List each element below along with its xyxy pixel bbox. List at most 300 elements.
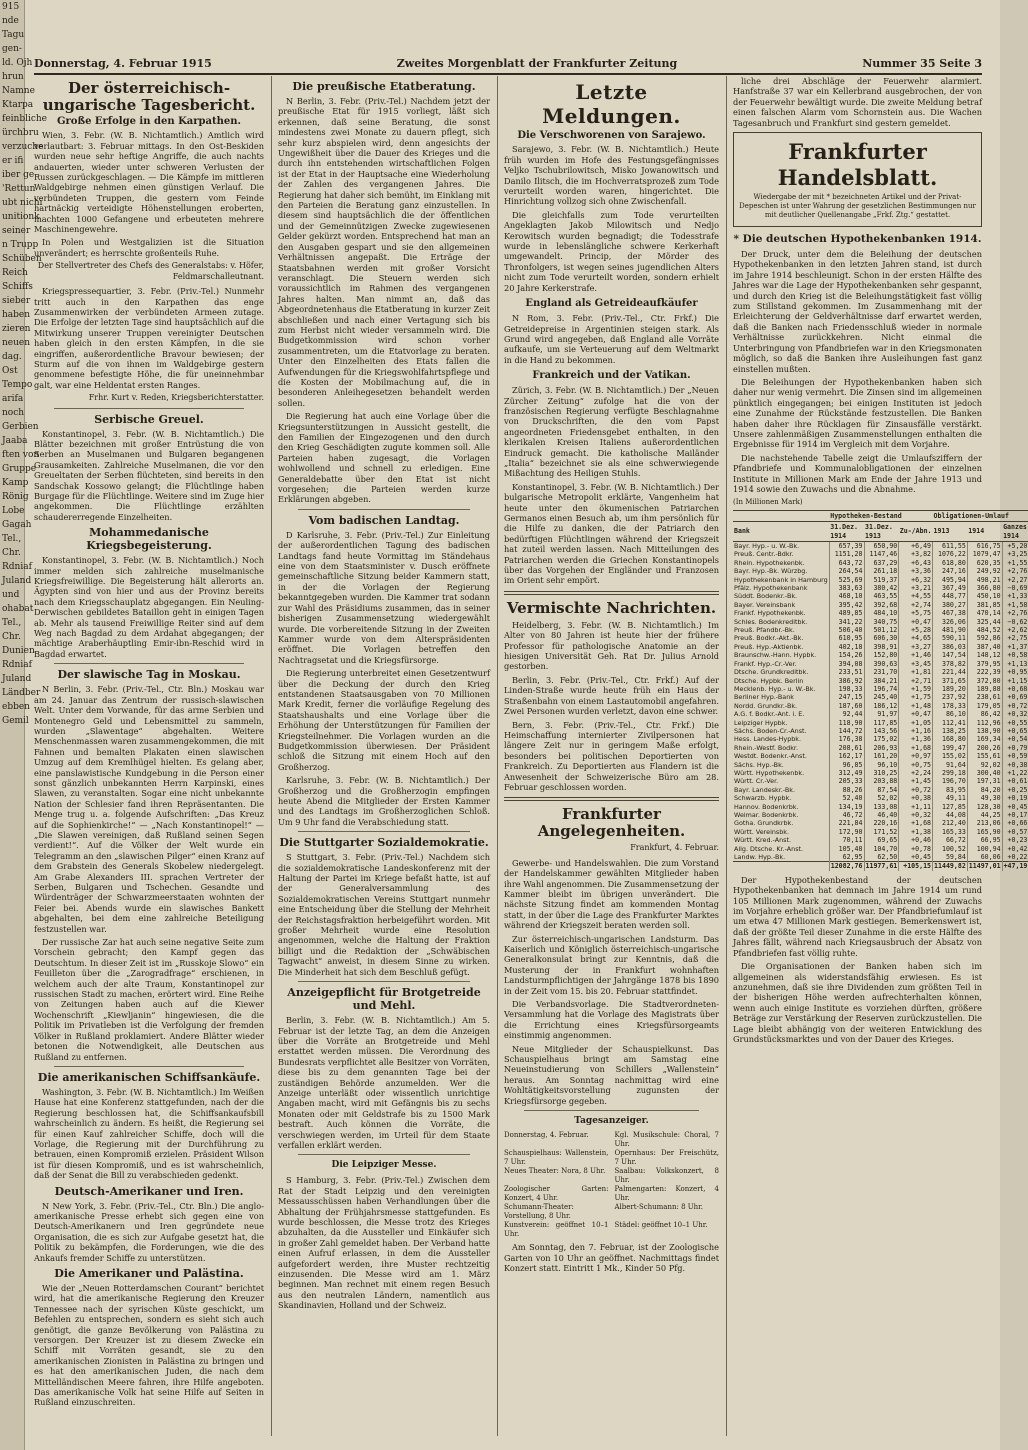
table-cell: +2,71 [899,677,933,685]
article-paragraph: D Karlsruhe, 3. Febr. (Priv.-Tel.) Zur Einleitung der außerordentlichen Tagung des badischen Landtags fand heute Vormittag im Ständehaus eine von dem Staatsminister v. Dusch eröffnete gemeinschaftliche Sitzung beider Kammern statt, in der die Vorlagen der Regierung bekanntgegeben wurden. Die Kammer trat sodann zur Wahl des Präsidiums zusammen, das in seiner bisherigen Zusammensetzung wiedergewählt wurde. Die vorbereitende Sitzung in der Zweiten Kammer wurde von dem Alterspräsidenten eröffnet. Die Vorlagen betreffen den Nachtragsetat und die Kriegsfürsorge. [278,529,490,665]
dateline: Frankfurt, 4. Februar. [630,843,719,853]
table-cell: Süddt. Bodenkr.-Bk. [734,592,798,601]
table-cell: 112,96 [967,719,1002,727]
table-cell: 49,11 [933,794,968,802]
table-cell: 117,85 [864,719,899,727]
table-cell: 165,33 [933,828,968,836]
table-cell: 134,19 [829,803,864,811]
table-column-header: 1913 [933,522,968,542]
table-cell: Dtsche. Hypbk. Berlin [734,676,804,685]
table-cell: 62,95 [829,853,864,862]
column-2 [278,76,490,1436]
margin-fragment: arifa [2,394,24,404]
margin-fragment: ld. Ojh [2,58,33,68]
table-caption: (In Millionen Mark) [733,498,803,507]
masthead-date: Donnerstag, 4. Februar 1915 [34,56,212,70]
article-paragraph: Karlsruhe, 3. Febr. (W. B. Nichtamtlich.) Der Großherzog und die Großherzogin empfingen heute Abend die Mitglieder der Ersten Kammer und des Landtags im Großherzoglichen Schloß. Um 9 Uhr fand die Verabschiedung statt. [278,775,490,827]
subheadline-sarajewo: Die Verschworenen von Sarajewo. [517,130,706,141]
margin-fragment: Chr. [2,632,21,642]
table-cell: Sächs. Hyp.-Bk. [734,760,784,769]
table-cell: 155,61 [967,752,1002,760]
table-row [733,651,1028,659]
table-cell: +5,28 [899,626,933,634]
article-paragraph: Kriegspressequartier, 3. Febr. (Priv.-Tel.) Nunmehr tritt auch in den Karpathen das enge Zusammenwirken der verbündeten Armeen zutage. Die Erfolge der letzten Tage sind hauptsächlich auf die Mitwirkung unserer Truppen vereinigter Deutschen haben gleich in den ersten Kämpfen, in die sie eingriffen, außerordentliche Bravour bewiesen; der Sturm auf die von ihnen im Waldgebirge gestern genommene befestigte Höhe, die für uneinnehmbar galt, war eine Heldentat ersten Ranges. [34,286,264,390]
table-cell: 326,06 [933,618,968,626]
table-row [733,803,1028,811]
table-cell: 213,06 [967,819,1002,827]
article-signature: Der Stellvertreter des Chefs des Generalstabs: v. Höfer, Feldmarschalleutnant. [37,261,264,281]
table-column-header: Bank [733,522,829,542]
tagesanzeiger-entry: Donnerstag, 4. Februar. [504,1131,589,1140]
table-row [733,685,1028,693]
section-rule [54,408,244,409]
table-cell: 59,84 [933,853,968,862]
table-cell: +1,48 [899,702,933,710]
table-total-cell: +105,15 [899,862,933,871]
table-cell: 372,80 [967,677,1002,685]
table-cell: 245,40 [864,693,899,701]
table-cell: 379,95 [967,660,1002,668]
table-total-row [733,862,1028,871]
table-cell: 1076,22 [933,550,968,558]
table-cell: 238,61 [967,693,1002,701]
table-cell: +3,45 [899,660,933,668]
article-paragraph: Die Regierung unterbreitet einen Gesetzentwurf über die Deckung der durch den Krieg entstandenen Staatsausgaben von 70 Millionen Mark Kredit, ferner die vorläufige Regelung des Staatshaushalts und eine Vorlage über die Erhöhung der Unterstützungen für Familien der Kriegsteilnehmer. Die Vorlagen wurden an die Budgetkommission überwiesen. Der Präsident schloß die Sitzung mit einem Hoch auf den Großherzog. [278,668,490,772]
headline-slawische-tag: Der slawische Tag in Moskau. [57,668,241,682]
table-cell: +1,16 [899,727,933,735]
section-rule [298,509,470,510]
table-cell: 657,39 [829,542,864,551]
table-cell: +1,33 [1002,592,1028,600]
table-cell: 398,91 [864,643,899,651]
table-cell: 100,94 [967,845,1002,853]
margin-fragment: Ktarpa [2,100,34,110]
column-divider [271,76,272,1436]
table-row [733,719,1028,727]
article-paragraph: Wien, 3. Febr. (W. B. Nichtamtlich.) Amtlich wird verlautbart: 3. Februar mittags. In den Ost-Beskiden wurden neue sehr heftige Angriffe, die auch nachts andauerten, wieder unter schweren Verlusten der Russen zurückgeschlagen. — Die Kämpfe im mittleren Waldgebirge nehmen einen günstigen Verlauf. Die verbündeten Truppen, die gestern vom Feinde hartnäckig verteidigte Höhenstellungen eroberten, machten 1000 Gefangene und erbeuteten mehrere Maschinengewehre. [34,130,264,235]
article-paragraph: liche drei Abschläge der Feuerwehr alarmiert. Hanfstraße 37 war ein Kellerbrand ausgebrochen, der von der Feuerwehr bewältigt wurde. Die zweite Meldung betraf einen falschen Alarm vom Schornstein aus. Die Wachen Tagesanbruch und Frankfurt sind gestern gemeldet. [733,76,982,128]
table-cell: Frankf. Hyp.-Cr.-Ver. [734,659,797,668]
article-paragraph: Neue Mitglieder der Schauspielkunst. Das Schauspielhaus bringt am Samstag eine Neueinstudierung von Schillers „Wallenstein“ heraus. Am Sonntag nachmittag wird eine Wohltätigkeitsvorstellung zugunsten der Kriegsfürsorge gegeben. [504,1043,719,1106]
table-cell: 189,20 [933,685,968,693]
table-cell: 392,68 [864,601,899,609]
section-rule [298,1154,470,1155]
table-cell: 222,39 [967,668,1002,676]
article-paragraph: Bern, 3. Febr. (Priv.-Tel., Ctr. Frkf.) Die Heimschaffung internierter Zivilpersonen hat längere Zeit nur in geringem Maße erfolgt, besonders bei politischen Deportierten von Frankreich. Zu Deportierten aus Flandern ist die Anwesenheit der Schweizerische Büro am 28. Februar geschlossen worden. [504,719,719,792]
margin-fragment: Ländber [2,688,41,698]
table-cell: 169,34 [967,735,1002,743]
table-cell: 168,80 [933,735,968,743]
margin-fragment: Gruppe [2,464,37,474]
margin-fragment: Rönig [2,492,29,502]
table-cell: 383,63 [829,584,864,592]
table-cell: 395,42 [829,601,864,609]
margin-fragment: zieren [2,324,31,334]
table-cell: 138,90 [967,727,1002,735]
table-cell: 62,50 [864,853,899,862]
table-cell: 468,10 [829,592,864,600]
table-cell: Rhein. Hypothekenbk. [734,558,805,567]
margin-fragment: haben [2,310,31,320]
tagesanzeiger-entry: Schauspielhaus: Wallenstein, 7 Uhr. [504,1149,609,1167]
table-cell: +1,75 [899,693,933,701]
margin-fragment: Juland [2,576,32,586]
margin-fragment: ebben [2,702,30,712]
table-cell: 138,25 [933,727,968,735]
table-cell: +1,05 [899,719,933,727]
table-cell: Frankf. Hypothekenbk. [734,609,806,618]
article-paragraph: Die Organisationen der Banken haben sich im allgemeinen als widerstandsfähig erwiesen. Es ist anzunehmen, daß sie ihre Dividenden zum größten Teil in der bisherigen Höhe werden aufrechterhalten können, wenn auch einige Institute es vorziehen dürften, größere Beträge zur Verstärkung der Reserven zurückzustellen. Die Lage bleibt abhängig von der weiteren Entwicklung des Grundstücksmarktes und von der Dauer des Krieges. [733,961,982,1044]
table-cell: 380,27 [933,601,968,609]
table-cell: 394,08 [829,660,864,668]
handelsblatt-notice: Wiedergabe der mit * bezeichneten Artikel und der Privat-Depeschen ist unter Wahrung der gesetzlichen Bestimmungen nur mit deutlicher Quellenangabe „Frkf. Ztg.“ gestattet. [739,193,976,220]
table-cell: 49,30 [967,794,1002,802]
margin-fragment: Tel., [2,534,22,544]
table-cell: 92,02 [967,761,1002,769]
tagesanzeiger-entry: Kgl. Musikschule: Choral, 7 Uhr. [614,1131,719,1149]
table-row [733,660,1028,668]
table-cell: 196,70 [933,777,968,785]
table-cell: 83,95 [933,786,968,794]
table-cell: 86,42 [967,710,1002,718]
table-header-row [733,522,1028,542]
adjacent-page-margin [0,0,48,1450]
headline-badischer-landtag: Vom badischen Landtag. [308,513,460,527]
table-cell: 481,90 [933,626,968,634]
table-cell: 46,72 [829,811,864,819]
article-paragraph: N Berlin, 3. Febr. (Priv.-Tel.) Nachdem jetzt der preußische Etat für 1915 vorliegt, läßt sich erkennen, daß seine Beratung, die sonst mindestens zwei Monate zu dauern pflegt, sich sehr kurz abspielen wird, denn angesichts der Ungewißheit über die Dauer des Krieges und die durch ihn entstehenden wirtschaftlichen Folgen ist der Etat in der Hauptsache eine Wiederholung der Zahlen des vergangenen Jahres. Die Regierung hat daher sich bemüht, im Einklang mit den Parteien die Beratung ganz einzustellen. In diesem sind hauptsächlich die der öffentlichen und der Gemeinnützigen Zwecke zugewiesenen Gelder gekürzt worden. Entsprechend hat man an den Ausgaben gespart und sie den allgemeinen Verhältnissen angepaßt. Die Erträge der Staatsbahnen werden mit großer Vorsicht veranschlagt. Die Steuern werden sich voraussichtlich im Rahmen des vergangenen Jahres halten. Man nimmt an, daß das Abgeordnetenhaus die Etatberatung in kurzer Zeit abschließen und nach einer Vertagung sich bis zum Herbst nicht wieder versammeln wird. Die Budgetkommission wird schon vorher zusammentreten, um die Etatvorlage zu beraten. Unter den Einzelheiten des Etats fallen die Aufwendungen für die Kriegswohlfahrtspflege und die Kosten der Mobilmachung auf, die in besonderen Anleihegesetzen behandelt werden sollen. [278,96,490,408]
table-cell: +0,47 [899,710,933,718]
table-cell: 200,26 [967,744,1002,752]
table-row [733,811,1028,819]
table-cell: +1,22 [1002,769,1028,777]
table-cell: +0,38 [1002,761,1028,769]
table-cell: +0,95 [1002,668,1028,676]
article-paragraph: S Hamburg, 3. Febr. (Priv.-Tel.) Zwischen dem Rat der Stadt Leipzig und den vereinigten Messausschüssen haben Verhandlungen über die Abhaltung der Frühjahrsmesse stattgefunden. Es wurde beschlossen, die Messe trotz des Krieges abzuhalten, da die Aussteller und Einkäufer sich in großer Zahl gemeldet haben. Der Verband hatte einen Aufruf erlassen, in dem die Aussteller aufgefordert werden, ihre Muster rechtzeitig einzusenden. Die Messe wird am 1. März beginnen. Man rechnet mit einem regen Besuch aus den neutralen Ländern, namentlich aus Skandinavien, Holland und der Schweiz. [278,1175,490,1311]
table-total-cell: 11977,61 [865,862,898,871]
table-cell: 618,80 [933,559,968,567]
table-cell: 590,11 [933,634,968,642]
table-cell: 384,21 [864,677,899,685]
margin-fragment: Reich [2,268,28,278]
table-cell: 448,77 [933,592,968,600]
table-row [733,668,1028,676]
table-cell: +5,75 [899,609,933,617]
table-row [733,710,1028,718]
table-cell: 133,08 [864,803,899,811]
section-double-rule [504,591,719,595]
table-cell: 264,54 [829,567,864,575]
article-paragraph: Berlin, 3. Febr. (Priv.-Tel., Ctr. Frkf.) Auf der Linden-Straße wurde heute früh ein Haus der Straßenbahn von einem Lastautomobil angefahren. Zwei Personen wurden verletzt, davon eine schwer. [504,674,719,717]
table-cell: 198,33 [829,685,864,693]
table-row [733,550,1028,558]
table-cell: +4,55 [899,592,933,600]
margin-fragment: Gemil [2,716,29,726]
article-paragraph: Zur österreichisch-ungarischen Landsturm. Das Kaiserlich und Königlich österreichisch-ungarische Generalkonsulat bringt zur Kenntnis, daß die Musterung der in Frankfurt wohnhaften Landsturmpflichtigen der Jahrgänge 1878 bis 1890 in der Zeit vom 15. bis 20. Februar stattfindet. [504,933,719,996]
margin-fragment: 'Rettun [2,184,36,194]
table-cell: 212,40 [933,819,968,827]
table-cell: 179,05 [967,702,1002,710]
table-row [733,559,1028,567]
table-cell: 189,88 [967,685,1002,693]
table-cell: 92,44 [829,710,864,718]
table-row [733,702,1028,710]
table-cell: 1079,47 [967,550,1002,558]
table-cell: 44,25 [967,811,1002,819]
table-cell: +5,20 [1002,542,1028,551]
table-column-header: 31.Dez. 1914 [829,522,864,542]
margin-fragment: Kamp [2,478,29,488]
table-cell: −0,69 [1002,584,1028,592]
margin-fragment: n Trupp [2,240,39,250]
table-row [733,643,1028,651]
table-cell: +6,32 [899,576,933,584]
margin-fragment: hrun [2,72,24,82]
margin-fragment: unitionk [2,212,40,222]
table-cell: Mecklenb. Hyp.- u. W.-Bk. [734,684,816,693]
tagesanzeiger-entry: Städel: geöffnet 10–1 Uhr. [614,1221,708,1230]
table-cell: +0,79 [1002,744,1028,752]
table-cell: +3,25 [1002,550,1028,558]
table-cell: Hypothekenbank in Hamburg [734,575,828,584]
table-cell: 498,21 [967,576,1002,584]
article-signature: Frhr. Kurt v. Reden, Kriegsberichterstatter. [88,393,264,403]
table-cell: +1,45 [899,777,933,785]
headline-etatberatung: Die preußische Etatberatung. [292,80,476,93]
table-cell: 467,38 [933,609,968,617]
table-cell: 386,03 [933,643,968,651]
table-cell: +6,43 [899,559,933,567]
table-cell: 144,72 [829,727,864,735]
margin-fragment: Namne [2,86,35,96]
column-divider [497,76,498,1436]
table-row [733,786,1028,794]
article-paragraph: Washington, 3. Febr. (W. B. Nichtamtlich.) Im Weißen Hause hat eine Konferenz stattgefunden, nach der die Regierung beschlossen hat, die Schiffsankaufsbill wahrscheinlich zu ändern. Es heißt, die Regierung sei für einen Kauf zahlreicher Schiffe, doch will die Vorlage, die Regierung mit der Durchführung zu betrauen, einen Kompromiß erzielen. Präsident Wilson ist für diesen Kompromiß, und es ist wahrscheinlich, daß der Senat die Bill zu verabschieden gedenkt. [34,1086,264,1181]
article-paragraph: Konstantinopel, 3. Febr. (W. B. Nichtamtlich.) Noch immer melden sich zahlreiche muselmanische Kriegsfreiwillige. Die Begeisterung hält allerorts an. Ägypten sind von hier und aus der Provinz bereits nach dem Kriegsschauplatz abgegangen. Ein Neuling-Derwischen gebildetes Bataillon geht in einigen Tagen ab. Mehr als tausend Freiwillige Reiter sind auf dem Weg nach Bagdad zu dem Ardahat abgegangen; der mächtige Araberhäuptling Emir-ibn-Reschid wird in Bagdad erwartet. [34,555,264,659]
table-row [733,819,1028,827]
tagesanzeiger-entry: Opernhaus: Der Freischütz, 7 Uhr. [614,1149,719,1167]
table-cell: +0,32 [899,811,933,819]
table-cell: +2,75 [1002,634,1028,642]
margin-fragment: ürchbru [2,128,39,138]
handelsblatt-title: Frankfurter Handelsblatt. [777,139,938,191]
table-cell: 371,65 [933,677,968,685]
column-divider [726,76,727,1436]
table-cell: 118,90 [829,719,864,727]
table-row [733,752,1028,760]
margin-fragment: Rdniaf [2,562,32,572]
masthead [34,55,982,71]
table-cell: 611,55 [933,542,968,551]
table-cell: Bayer. Vereinsbank [734,600,796,609]
article-paragraph: Die Beleihungen der Hypothekenbanken haben sich daher nur wenig vermehrt. Die Zinsen sind im allgemeinen pünktlich eingegangen; bei einigen Instituten ist jedoch eine Zunahme der Rückstände festzustellen. Die Banken haben daher ihre Rücklagen für Zinsausfälle verstärkt. Unsere zahlenmäßigen Zusammenstellungen enthalten die Ergebnisse für 1914 im Vergleich mit dem Vorjahre. [733,376,982,450]
table-cell: +1,37 [1002,643,1028,651]
section-rule [54,1066,244,1067]
table-cell: +2,27 [1002,576,1028,584]
table-cell: Württ. Hypothekenbk. [734,768,805,777]
table-cell: +0,32 [1002,710,1028,718]
table-cell: +1,11 [899,803,933,811]
article-paragraph: Heidelberg, 3. Febr. (W. B. Nichtamtlich.) Im Alter von 80 Jahren ist heute hier der frühere Professor für pathologische Anatomie an der hiesigen Universität Geh. Rat Dr. Julius Arnold gestorben. [504,619,719,672]
table-cell: Bayr. Hyp.-Bk. Würzbg. [734,567,808,576]
table-column-header: 1914 [967,522,1002,542]
table-cell: 484,10 [864,609,899,617]
headline-vermischte-nachrichten: Vermischte Nachrichten. [506,598,717,617]
table-group-header: Hypotheken-Bestand [829,510,932,521]
table-total-cell: 11497,01 [968,862,1001,871]
table-cell: 221,84 [829,819,864,827]
table-row [733,677,1028,685]
table-cell: 105,48 [829,845,864,853]
table-cell: 84,20 [967,786,1002,794]
table-cell: 100,52 [933,845,968,853]
table-cell: +1,59 [899,685,933,693]
table-cell: 66,72 [933,836,968,844]
table-cell: +0,65 [1002,727,1028,735]
section-rule [54,663,244,664]
headline-palaestina: Die Amerikaner und Palästina. [54,1267,244,1280]
table-column-header: Ganzes 1914 [1003,523,1027,540]
column-1 [34,76,264,1436]
article-paragraph: Gewerbe- und Handelswahlen. Die zum Vorstand der Handelskammer gewählten Mitglieder haben ihre Wahl angenommen. Die Zusammensetzung der Kammer bleibt im übrigen unverändert. Die nächste Sitzung findet am kommenden Montag statt, in der über die Lage des Frankfurter Marktes während der Kriegszeit beraten werden soll. [504,857,719,931]
table-cell: +0,45 [899,853,933,862]
headline-frankfurter-angelegenheiten: Frankfurter Angelegenheiten. [537,805,686,841]
table-cell: 162,17 [829,752,864,760]
table-cell: 154,26 [829,651,864,659]
headline-deutsch-amerikaner: Deutsch-Amerikaner und Iren. [54,1184,244,1198]
table-cell: Württ. Vereinsbk. [734,827,790,836]
table-cell: 387,40 [967,643,1002,651]
table-cell: +1,68 [899,744,933,752]
table-cell: +0,42 [1002,845,1028,853]
table-row [733,693,1028,701]
table-cell: +3,36 [899,567,933,575]
table-cell: +0,59 [1002,752,1028,760]
table-cell: 592,86 [967,634,1002,642]
masthead-page-number: Nummer 35 Seite 3 [862,56,982,70]
margin-fragment: Lobe [2,506,25,516]
column-4 [733,76,1028,1436]
article-paragraph: N Berlin, 3. Febr. (Priv.-Tel., Ctr. Bln.) Moskau war am 24. Januar das Zentrum der russisch-slawischen Welt. Unter dem Vorwande, für das arme Serbien und Montenegro Geld und Lebensmittel zu sammeln, wurden „Slawentage“ abgehalten. Weitere Menschenmassen waren zusammengekommen, die mit Fahnen und bemalten Plakaten einen slawischen Umzug auf dem Kremlhügel hielten. Es gelang aber, eine panslawistische Kundgebung in die Person einer sonst gänzlich unbekannten Herrn Karpinski, eines Slawen, zu veranstalten. Sogar eine nicht unbekannte Nation der Schlesier fand ihren Repräsentanten. Die Menge trug u. a. folgende Aufschriften: „Das Kreuz auf die Sophienkirche!“ — „Nach Konstantinopel!“ — „Die Slawen vereinigen, daß Rußland seinen Segen verdient!“. Auf die Völker der Welt wurde ein Telegramm an den „slawischen Pilger“ einen Kranz auf dem Grabstein des Generals Skobelew niedergelegt. Am Grabe Alexanders III. sprachen Vertreter der Serben, Bulgaren und Tschechen. Gesandte und Würdenträger der Schwarzmeerstaaten wohnten der Feier bei. Abends wurde ein slawisches Bankett abgehalten, bei dem eine zahlreiche Beteiligung festzustellen war. [34,684,264,934]
table-total-cell: +47,19 [1003,862,1028,871]
article-paragraph: N Rom, 3. Febr. (Priv.-Tel., Ctr. Frkf.) Die Getreidepreise in Argentinien steigen stark. Als Grund wird angegeben, daß England alle Vorräte aufkaufe, um sie Verteuerung auf dem Weltmarkt in die Hand zu bekommen. [504,313,719,365]
headline-tagesanzeiger: Tagesanzeiger. [574,1116,649,1127]
table-cell: Schles. Bodenkreditbk. [734,617,808,626]
hypothekenbanken-table [733,510,1028,871]
table-cell: Preuß. Pfandbr.-Bk. [734,626,795,635]
table-cell: 310,25 [864,769,899,777]
table-cell: +1,38 [899,828,933,836]
table-cell: +2,76 [1002,567,1028,575]
table-cell: 196,74 [864,685,899,693]
article-paragraph: Wie der „Neuen Rotterdamschen Courant“ berichtet wird, hat die amerikanische Regierung den Kreuzer Tennessee nach der syrischen Küste geschickt, um Befehlen zu entsprechen, sondern es sieht sich auch genötigt, die ganze Bevölkerung von Palästina zu versorgen. Der Kreuzer ist zu diesem Zwecke ein Schiff mit Vorräten gesandt, sie zu den amerikanischen Zionisten in Palästina zu bringen und es hat den amerikanischen Juden, die nach dem Mittelländischen Meere fahren, ihre Hilfe angeboten. Das amerikanische Volk hat seine Hilfe auf Seiten in Rußland einzuschreiten. [34,1283,264,1408]
table-cell: 199,47 [933,744,968,752]
margin-fragment: und [2,590,20,600]
margin-fragment: gen- [2,44,22,54]
margin-fragment: Rdniaf [2,660,32,670]
table-cell: Schwarzb. Hypbk. [734,794,792,803]
table-cell: +0,68 [1002,685,1028,693]
table-cell: 470,14 [967,609,1002,617]
article-paragraph: Am Sonntag, den 7. Februar, ist der Zoologische Garten von 10 Uhr an geöffnet. Nachmittags findet Konzert statt. Eintritt 1 Mk., Kinder 50 Pfg. [504,1242,719,1273]
table-row [733,853,1028,862]
table-cell: +1,36 [899,735,933,743]
table-cell: +1,58 [1002,601,1028,609]
table-cell: −0,62 [1002,618,1028,626]
table-cell: 143,56 [864,727,899,735]
table-cell: +0,66 [1002,819,1028,827]
table-cell: Leipziger Hypbk. [734,718,788,727]
table-cell: 300,40 [967,769,1002,777]
margin-fragment: ften von [2,450,40,460]
table-cell: 231,70 [864,668,899,676]
table-cell: 178,33 [933,702,968,710]
table-cell: 87,54 [864,786,899,794]
table-cell: 220,16 [864,819,899,827]
table-cell: 152,80 [864,651,899,659]
table-cell: +0,38 [899,794,933,802]
article-paragraph: Die nachstehende Tabelle zeigt die Umlaufsziffern der Pfandbriefe und Kommunalobligationen der einzelnen Institute in Millionen Mark am Ende der Jahre 1913 und 1914 sowie den Zuwachs und die Abnahme. [733,452,982,494]
margin-fragment: seiner [2,226,31,236]
table-cell: 341,22 [829,618,864,626]
table-cell: 88,26 [829,786,864,794]
section-rule [298,831,470,832]
table-cell: 643,72 [829,559,864,567]
table-cell: 525,69 [829,576,864,584]
table-group-row [733,510,1028,521]
table-cell: A.G. f. Bodkr.-Ant. i. E. [734,710,805,719]
table-cell: +0,97 [899,752,933,760]
headline-letzte-meldungen: Letzte Meldungen. [542,80,681,128]
article-paragraph: Die Regierung hat auch eine Vorlage über die Kriegsunterstützungen in Aussicht gestellt, die den Familien der Eingezogenen und den durch den Krieg Geschädigten zugute kommen soll. Alle Parteien haben zugesagt, die Vorlagen wohlwollend und schnell zu erledigen. Eine Generaldebatte über den Etat ist nicht vorgesehen; die Parteien werden kurze Erklärungen abgeben. [278,411,490,505]
table-cell: 148,12 [967,651,1002,659]
table-cell: Württ. Kred.-Anst. [734,836,791,845]
margin-fragment: Ost [2,366,18,376]
table-cell: 112,41 [933,719,968,727]
table-cell: +2,62 [1002,626,1028,634]
table-cell: 501,12 [864,626,899,634]
table-cell: Rhein.-Westf. Bodkr. [734,743,799,752]
table-row [733,836,1028,844]
margin-fragment: Juland [2,674,32,684]
table-cell: +2,76 [1002,609,1028,617]
table-cell: Hannov. Bodenkrbk. [734,802,799,811]
table-cell: +6,49 [899,542,933,551]
table-cell: 205,33 [829,777,864,785]
table-cell: +0,19 [1002,794,1028,802]
table-column-header: Zu-/Abn. [899,522,933,542]
table-group-header: Obligationen-Umlauf [933,510,1028,521]
table-cell: 206,93 [864,744,899,752]
article-paragraph: Der Hypothekenbestand der deutschen Hypothekenbanken hat demnach im Jahre 1914 um rund 105 Millionen Mark zugenommen, während der Zuwachs im Vorjahre erheblich größer war. Der Pfandbriefumlauf ist um etwa 47 Millionen Mark gestiegen. Bemerkenswert ist, daß der größte Teil dieser Zunahme in die erste Hälfte des Jahres fällt, während nach Kriegsausbruch der Absatz von Pfandbriefen fast völlig ruhte. [733,874,982,958]
margin-fragment: ohabat [2,604,34,614]
table-cell: 176,38 [829,735,864,743]
article-paragraph: Die Verbandsvorlage. Die Stadtverordneten-Versammlung hat die Vorlage des Magistrats über die Errichtung eines Kriegsfürsorgeamts einstimmig angenommen. [504,999,719,1041]
headline-serbische-greuel: Serbische Greuel. [94,412,204,426]
table-row [733,584,1028,592]
table-cell: 171,52 [864,828,899,836]
table-cell: 52,02 [864,794,899,802]
table-cell: +3,82 [899,550,933,558]
table-cell: +0,75 [899,761,933,769]
table-cell: 147,54 [933,651,968,659]
table-cell: 69,65 [864,836,899,844]
section-rule [524,1110,699,1111]
headline-sozialdemokratie: Die Stuttgarter Sozialdemokratie. [279,836,489,850]
table-cell: 299,18 [933,769,968,777]
table-cell: 484,52 [967,626,1002,634]
table-cell: +0,69 [1002,693,1028,701]
